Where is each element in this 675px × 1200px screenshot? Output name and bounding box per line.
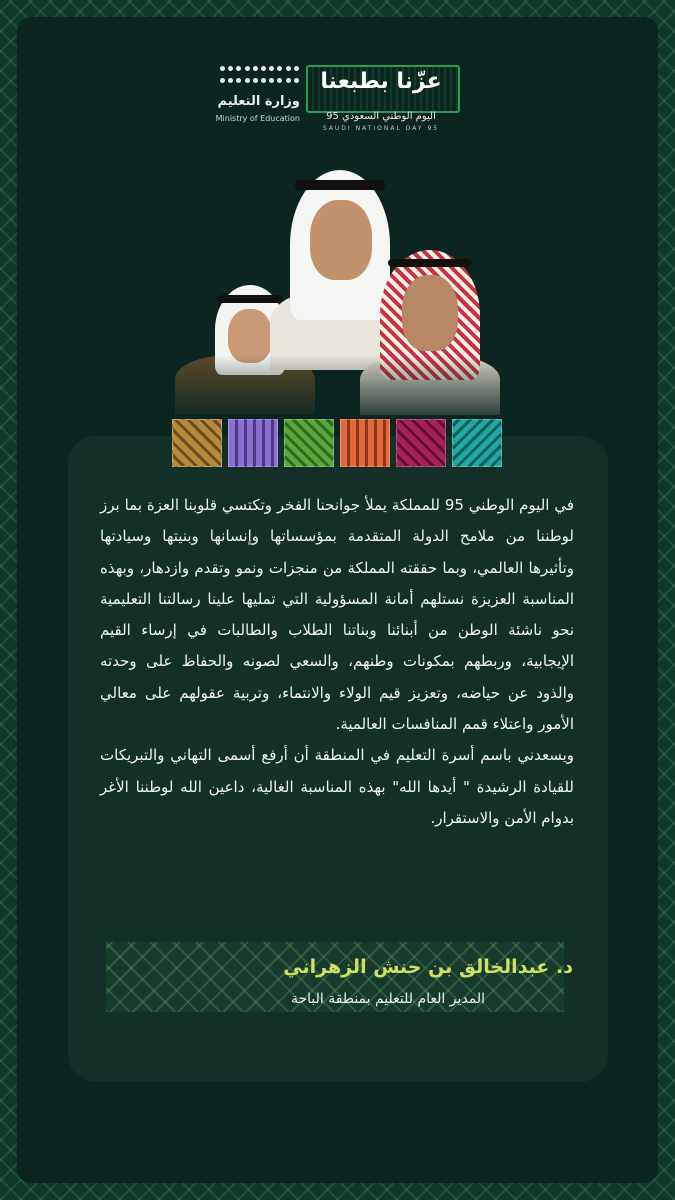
ministry-name-en: Ministry of Education <box>215 114 300 123</box>
signatory-name: د. عبدالخالق بن حنش الزهراني <box>283 956 573 978</box>
moe-dots-icon <box>220 66 300 88</box>
greeting-message <box>100 490 574 834</box>
national-day-subtitle-en: SAUDI NATIONAL DAY 95 <box>322 125 440 132</box>
tile-gold <box>172 419 222 467</box>
tile-violet <box>228 419 278 467</box>
tile-magenta <box>396 419 446 467</box>
leaders-portrait <box>170 160 500 415</box>
tile-orange <box>340 419 390 467</box>
tile-teal <box>452 419 502 467</box>
signatory-title: المدير العام للتعليم بمنطقة الباحة <box>290 991 485 1007</box>
message-paragraph-2: ويسعدني باسم أسرة التعليم في المنطقة أن أرفع أسمى التهاني والتبريكات للقيادة الرشيدة " أيدها الله" بهذه المناسبة الغالية، داعين الله لوطننا الأغر بدوام الأمن والاستقرار. <box>100 746 574 827</box>
national-day-slogan: عزّنا بطبعنا <box>320 69 442 94</box>
ministry-of-education-logo <box>190 66 300 132</box>
national-day-logo <box>306 65 464 135</box>
message-paragraph-1: في اليوم الوطني 95 للمملكة يملأ جوانحنا الفخر وتكتسي قلوبنا العزة بما برز لوطننا من ملامح الدولة المتقدمة بمؤسساتها وإنسانها وبنيتها وسيادتها وتأثيرها العالمي، وبما حققته المملكة من منجزات ونمو وتقدم وازدهار، وبهذه المناسبة العزيزة نستلهم أمانة المسؤولية التي تمليها علينا رسالتنا التعليمية نحو ناشئة الوطن من أبنائنا وبناتنا الطلاب والطالبات في إرساء القيم الإيجابية، وربطهم بمكونات وطنهم، والسعي لصونه والحفاظ على وحدته والذود عن حياضه، وتعزيز قيم الولاء والانتماء، وتربية عقولهم على معالي الأمور واعتلاء قمم المنافسات العالمية. <box>100 496 574 734</box>
pattern-tiles <box>172 419 504 469</box>
ministry-name-ar: وزارة التعليم <box>217 94 300 109</box>
national-day-subtitle: اليوم الوطني السعودي 95 <box>326 111 436 122</box>
tile-green <box>284 419 334 467</box>
